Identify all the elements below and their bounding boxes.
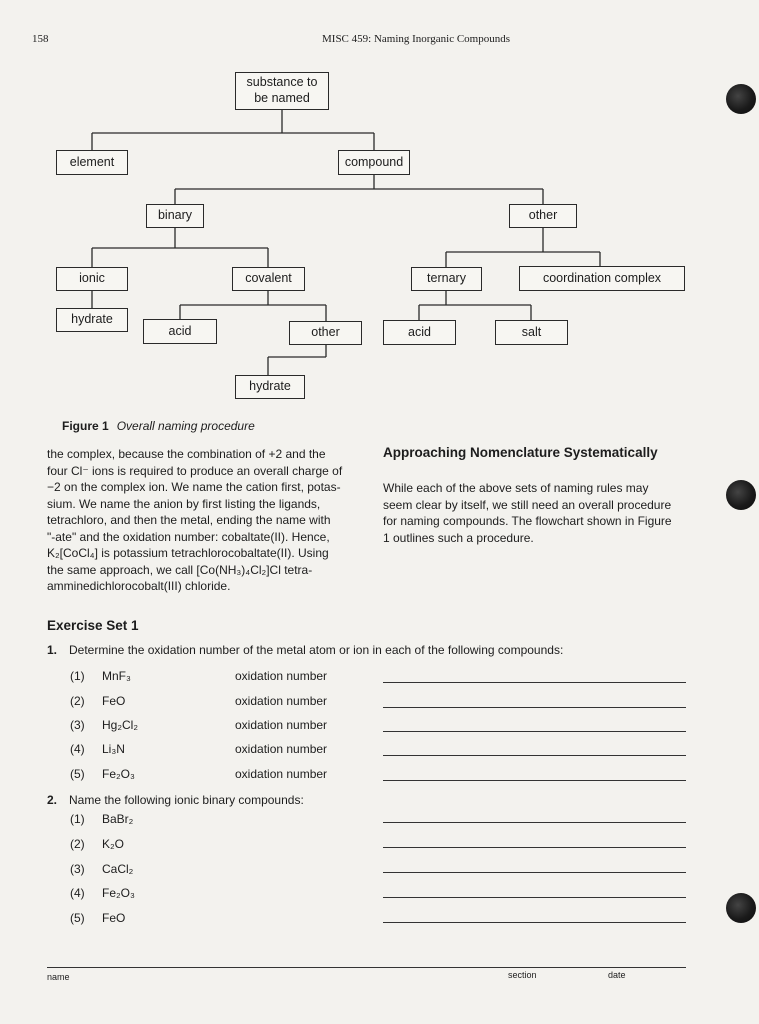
item-number: (3) xyxy=(70,718,85,732)
item-number: (4) xyxy=(70,886,85,900)
item-formula: CaCl₂ xyxy=(102,862,134,876)
answer-blank[interactable] xyxy=(383,847,686,848)
q2-item-3 xyxy=(70,862,133,876)
binder-hole xyxy=(726,480,756,510)
binder-hole xyxy=(726,84,756,114)
question-number: 2. xyxy=(47,793,58,807)
flowchart-hydrate-box: hydrate xyxy=(56,308,128,332)
figure-caption xyxy=(62,419,255,433)
flowchart-binary-box: binary xyxy=(146,204,204,228)
text-line: the complex, because the combination of +2 and the xyxy=(47,447,326,461)
answer-blank[interactable] xyxy=(383,731,686,732)
answer-blank[interactable] xyxy=(383,872,686,873)
item-formula: Li₃N xyxy=(102,742,125,756)
item-formula: FeO xyxy=(102,694,126,708)
answer-blank[interactable] xyxy=(383,755,686,756)
item-number: (4) xyxy=(70,742,85,756)
question-text: Determine the oxidation number of the metal atom or ion in each of the following compounds: xyxy=(69,643,564,657)
flowchart-salt-box: salt xyxy=(495,320,568,345)
q1-item-1 xyxy=(70,669,131,683)
name-label: name xyxy=(47,972,70,982)
exercise-title: Exercise Set 1 xyxy=(47,618,139,633)
question-1 xyxy=(47,643,737,657)
question-text: Name the following ionic binary compounds: xyxy=(69,793,304,807)
item-number: (5) xyxy=(70,911,85,925)
text-line: four Cl⁻ ions is required to produce an overall charge of xyxy=(47,463,343,478)
q1-item-5 xyxy=(70,767,135,781)
item-number: (5) xyxy=(70,767,85,781)
section-heading: Approaching Nomenclature Systematically xyxy=(383,445,658,460)
oxidation-number-label: oxidation number xyxy=(235,718,328,732)
date-line[interactable] xyxy=(583,967,686,968)
q2-item-1 xyxy=(70,812,133,826)
item-formula: FeO xyxy=(102,911,126,925)
text-line: 1 outlines such a procedure. xyxy=(383,530,534,545)
flowchart-compound-box: compound xyxy=(338,150,410,175)
oxidation-number-label: oxidation number xyxy=(235,742,328,756)
figure-title: Overall naming procedure xyxy=(116,419,255,433)
text-line: "-ate" and the oxidation number: cobaltate(II). Hence, xyxy=(47,529,330,544)
section-line[interactable] xyxy=(483,967,583,968)
flowchart-acid-box: acid xyxy=(143,319,217,344)
question-number: 1. xyxy=(47,643,58,657)
figure-label: Figure 1 xyxy=(62,419,109,433)
answer-blank[interactable] xyxy=(383,707,686,708)
item-formula: MnF₃ xyxy=(102,669,131,683)
section-label: section xyxy=(508,970,537,980)
q2-item-4 xyxy=(70,886,135,900)
text-line: sium. We name the anion by first listing the ligands, xyxy=(47,496,321,511)
q2-item-2 xyxy=(70,837,124,851)
right-paragraph xyxy=(383,480,686,546)
flowchart-other-covalent-box: other xyxy=(289,321,362,345)
flowchart-element-box: element xyxy=(56,150,128,175)
flowchart-coordination-box: coordination complex xyxy=(519,266,685,291)
flowchart-connectors xyxy=(0,0,759,420)
item-number: (2) xyxy=(70,837,85,851)
item-formula: BaBr₂ xyxy=(102,812,134,826)
text-line: tetrachloro, and then the metal, ending the name with xyxy=(47,513,331,527)
left-paragraph xyxy=(47,446,353,595)
page-number: 158 xyxy=(32,33,49,45)
date-label: date xyxy=(608,970,626,980)
question-2 xyxy=(47,793,304,807)
binder-hole xyxy=(726,893,756,923)
flowchart-ionic-box: ionic xyxy=(56,267,128,291)
flowchart-ternary-box: ternary xyxy=(411,267,482,291)
flowchart-covalent-box: covalent xyxy=(232,267,305,291)
answer-blank[interactable] xyxy=(383,682,686,683)
flowchart-root-box: substance to be named xyxy=(235,72,329,110)
item-formula: K₂O xyxy=(102,837,124,851)
text-line: amminedichlorocobalt(III) chloride. xyxy=(47,579,231,593)
answer-blank[interactable] xyxy=(383,922,686,923)
answer-blank[interactable] xyxy=(383,897,686,898)
flowchart-hydrate-bottom-box: hydrate xyxy=(235,375,305,399)
text-line: seem clear by itself, we still need an overall procedure xyxy=(383,497,672,512)
oxidation-number-label: oxidation number xyxy=(235,694,328,708)
flowchart-other-box: other xyxy=(509,204,577,228)
item-number: (3) xyxy=(70,862,85,876)
answer-blank[interactable] xyxy=(383,822,686,823)
name-line[interactable] xyxy=(47,967,483,968)
q1-item-2 xyxy=(70,694,125,708)
flowchart-acid-ternary-box: acid xyxy=(383,320,456,345)
oxidation-number-label: oxidation number xyxy=(235,767,328,781)
q1-item-4 xyxy=(70,742,125,756)
text-line: the same approach, we call [Co(NH₃)₄Cl₂]Cl tetra- xyxy=(47,562,313,577)
text-line: K₂[CoCl₄] is potassium tetrachlorocobaltate(II). Using xyxy=(47,546,329,560)
item-formula: Fe₂O₃ xyxy=(102,767,135,781)
answer-blank[interactable] xyxy=(383,780,686,781)
text-line: −2 on the complex ion. We name the cation first, potas- xyxy=(47,480,341,494)
item-number: (1) xyxy=(70,669,85,683)
running-title: MISC 459: Naming Inorganic Compounds xyxy=(322,33,511,45)
item-number: (2) xyxy=(70,694,85,708)
text-line: While each of the above sets of naming rules may xyxy=(383,481,649,495)
q1-item-3 xyxy=(70,718,138,732)
q2-item-5 xyxy=(70,911,125,925)
item-number: (1) xyxy=(70,812,85,826)
item-formula: Hg₂Cl₂ xyxy=(102,718,138,732)
oxidation-number-label: oxidation number xyxy=(235,669,328,683)
item-formula: Fe₂O₃ xyxy=(102,886,135,900)
text-line: for naming compounds. The flowchart shown in Figure xyxy=(383,514,672,528)
